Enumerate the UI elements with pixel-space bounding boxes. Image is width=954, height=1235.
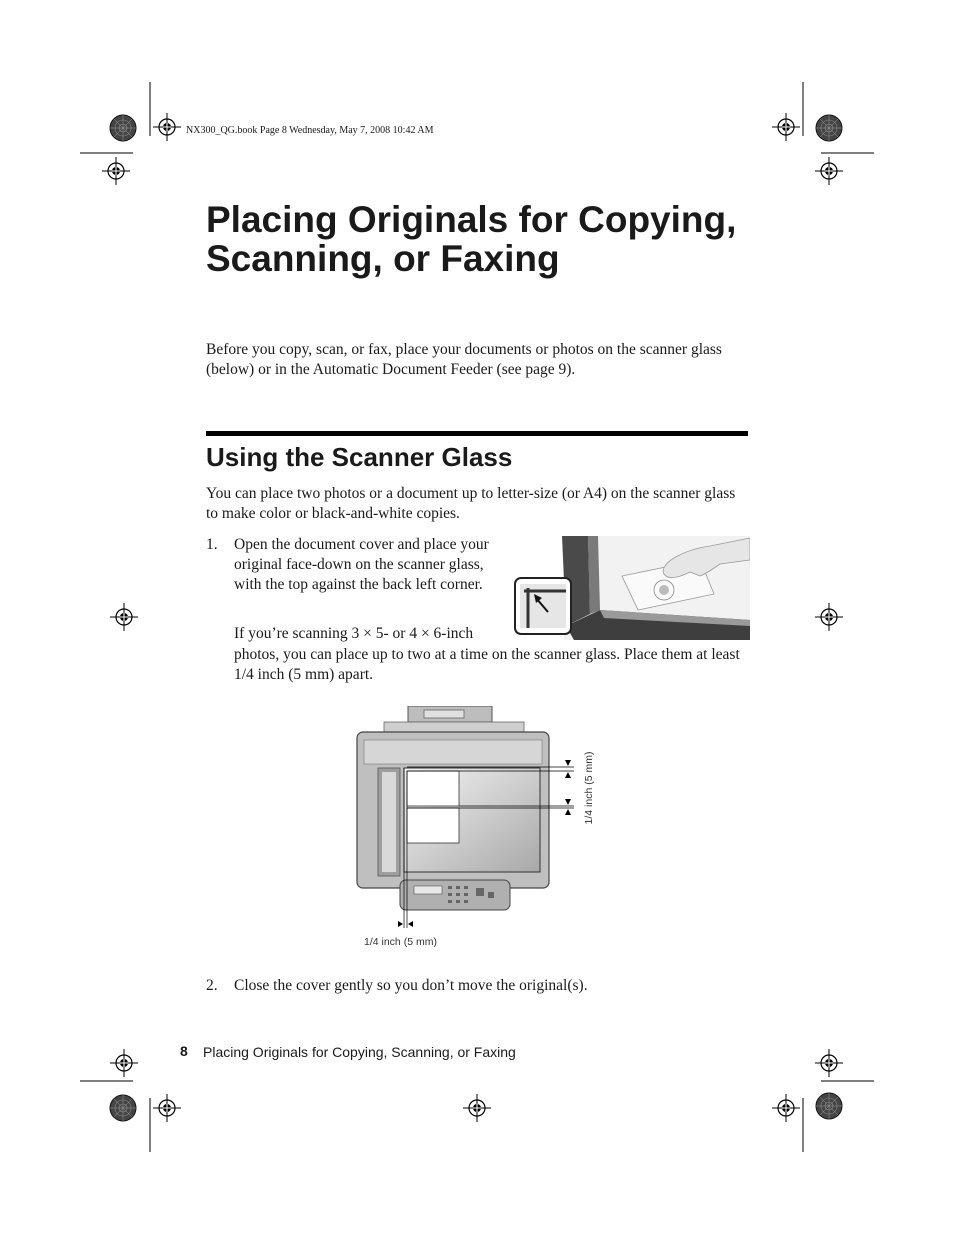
- step-note-line: If you’re scanning 3 × 5- or 4 × 6-inch: [234, 625, 474, 642]
- scanner-glass-diagram: [354, 706, 584, 932]
- section-heading: Using the Scanner Glass: [206, 442, 513, 472]
- horizontal-gap-label: 1/4 inch (5 mm): [364, 936, 437, 948]
- step-number: 1.: [206, 536, 218, 553]
- section-paragraph: You can place two photos or a document up to letter-size (or A4) on the scanner glass to make color or black-and-white copies.: [206, 485, 736, 522]
- page-number: 8: [180, 1043, 188, 1059]
- running-footer: Placing Originals for Copying, Scanning, or Faxing: [203, 1044, 516, 1060]
- vertical-gap-label: 1/4 inch (5 mm): [583, 751, 595, 825]
- section-rule: [206, 431, 748, 436]
- step-text: Open the document cover and place your original face-down on the scanner glass, with the top against the back left corner.: [234, 536, 489, 593]
- slug-line: NX300_QG.book Page 8 Wednesday, May 7, 2008 10:42 AM: [186, 125, 434, 136]
- scanner-placement-illustration: [514, 536, 750, 640]
- step-note-continuation: photos, you can place up to two at a time on the scanner glass. Place them at least 1/4 inch (5 mm) apart.: [234, 646, 740, 683]
- page-title: Placing Originals for Copying, Scanning, or Faxing: [206, 199, 737, 279]
- step-text: Close the cover gently so you don’t move the original(s).: [234, 977, 588, 994]
- intro-paragraph: Before you copy, scan, or fax, place your documents or photos on the scanner glass (below) or in the Automatic Document Feeder (see page 9).: [206, 341, 722, 378]
- step-number: 2.: [206, 977, 218, 994]
